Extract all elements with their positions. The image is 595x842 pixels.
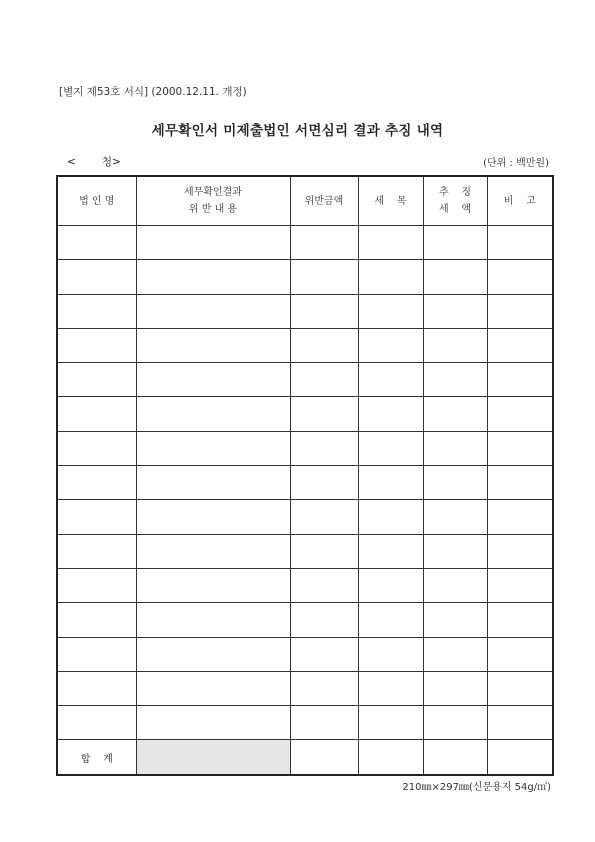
total-row [57,740,553,775]
table-cell[interactable] [290,294,358,328]
table-cell[interactable] [136,397,290,431]
table-cell[interactable] [423,534,487,568]
table-row [57,363,553,397]
table-cell[interactable] [358,363,423,397]
table-cell[interactable] [358,226,423,260]
table-cell[interactable] [358,534,423,568]
table-cell[interactable] [290,706,358,740]
header-corporation-name: 법 인 명 [57,176,136,226]
table-cell[interactable] [423,568,487,602]
table-cell[interactable] [290,226,358,260]
table-row [57,466,553,500]
table-cell[interactable] [290,363,358,397]
table-cell[interactable] [358,603,423,637]
table-cell[interactable] [136,500,290,534]
table-cell[interactable] [57,706,136,740]
table-row [57,294,553,328]
table-cell[interactable] [487,328,553,362]
table-cell[interactable] [290,637,358,671]
table-cell[interactable] [487,260,553,294]
table-cell[interactable] [358,466,423,500]
table-cell[interactable] [57,226,136,260]
table-row [57,671,553,705]
table-cell[interactable] [358,500,423,534]
table-cell[interactable] [487,706,553,740]
header-remarks: 비 고 [487,176,553,226]
table-cell[interactable] [290,568,358,602]
table-cell[interactable] [57,260,136,294]
table-row [57,706,553,740]
table-cell[interactable] [487,397,553,431]
table-cell[interactable] [57,466,136,500]
table-cell[interactable] [290,328,358,362]
table-cell[interactable] [358,637,423,671]
table-cell[interactable] [290,431,358,465]
table-cell[interactable] [57,363,136,397]
table-cell[interactable] [136,568,290,602]
table-cell[interactable] [136,603,290,637]
table-row [57,603,553,637]
unit-label: (단위 : 백만원) [483,158,549,169]
table-cell[interactable] [487,363,553,397]
header-tax-item: 세 목 [358,176,423,226]
table-cell[interactable] [290,671,358,705]
table-cell[interactable] [423,363,487,397]
total-cell[interactable] [423,740,487,775]
table-cell[interactable] [57,431,136,465]
table-cell[interactable] [136,534,290,568]
table-cell[interactable] [358,397,423,431]
table-row [57,534,553,568]
table-cell[interactable] [423,397,487,431]
table-cell[interactable] [57,637,136,671]
table-cell[interactable] [136,260,290,294]
table-cell[interactable] [358,328,423,362]
table-cell[interactable] [487,534,553,568]
table-cell[interactable] [290,534,358,568]
table-cell[interactable] [358,671,423,705]
table-cell[interactable] [423,671,487,705]
table-cell[interactable] [57,397,136,431]
table-cell[interactable] [290,397,358,431]
table-cell[interactable] [423,706,487,740]
table-cell[interactable] [487,671,553,705]
table-row [57,397,553,431]
table-cell[interactable] [423,637,487,671]
table-cell[interactable] [487,294,553,328]
table-row [57,226,553,260]
header-violation-content: 세무확인결과 위 반 내 용 [136,176,290,226]
header-violation-amount: 위반금액 [290,176,358,226]
table-cell[interactable] [57,328,136,362]
document-title: 세무확인서 미제출법인 서면심리 결과 추징 내역 [151,123,444,139]
table-cell[interactable] [487,226,553,260]
table-cell[interactable] [358,568,423,602]
table-cell[interactable] [136,363,290,397]
table-cell[interactable] [358,294,423,328]
table-cell[interactable] [423,500,487,534]
table-cell[interactable] [136,431,290,465]
total-cell[interactable] [358,740,423,775]
total-cell [136,740,290,775]
table-row [57,500,553,534]
table-cell[interactable] [57,534,136,568]
total-cell[interactable] [290,740,358,775]
table-cell[interactable] [487,568,553,602]
table-cell[interactable] [57,603,136,637]
table-cell[interactable] [487,466,553,500]
table-cell[interactable] [136,466,290,500]
table-cell[interactable] [290,466,358,500]
office-label-right: 청> [101,156,121,168]
paper-spec: 210㎜×297㎜(신문용지 54g/㎡) [402,782,551,793]
table-row [57,637,553,671]
form-reference: [별지 제53호 서식] (2000.12.11. 개정) [59,86,247,98]
table-cell[interactable] [358,260,423,294]
header-row [57,176,553,226]
table-cell[interactable] [358,431,423,465]
total-label: 합 계 [57,740,136,775]
table-cell[interactable] [423,294,487,328]
table-row [57,260,553,294]
total-cell[interactable] [487,740,553,775]
table-cell[interactable] [487,603,553,637]
table-cell[interactable] [423,466,487,500]
table-cell[interactable] [423,603,487,637]
table-cell[interactable] [136,294,290,328]
table-cell[interactable] [423,260,487,294]
table-cell[interactable] [136,706,290,740]
table-cell[interactable] [136,637,290,671]
table-row [57,568,553,602]
table-cell[interactable] [136,226,290,260]
table-cell[interactable] [57,671,136,705]
tax-collection-table [56,175,554,776]
table-cell[interactable] [423,431,487,465]
office-label-left: < [67,156,76,168]
table-cell[interactable] [358,706,423,740]
table-row [57,431,553,465]
table-cell[interactable] [423,226,487,260]
table-cell[interactable] [487,637,553,671]
table-cell[interactable] [57,294,136,328]
table-cell[interactable] [57,500,136,534]
table-row [57,328,553,362]
table-cell[interactable] [423,328,487,362]
table-cell[interactable] [136,328,290,362]
table-cell[interactable] [290,500,358,534]
table-cell[interactable] [57,568,136,602]
table-cell[interactable] [290,260,358,294]
office-label [67,154,121,169]
table-cell[interactable] [487,500,553,534]
table-cell[interactable] [290,603,358,637]
table-cell[interactable] [136,671,290,705]
header-collected-tax: 추 징 세 액 [423,176,487,226]
table-cell[interactable] [487,431,553,465]
